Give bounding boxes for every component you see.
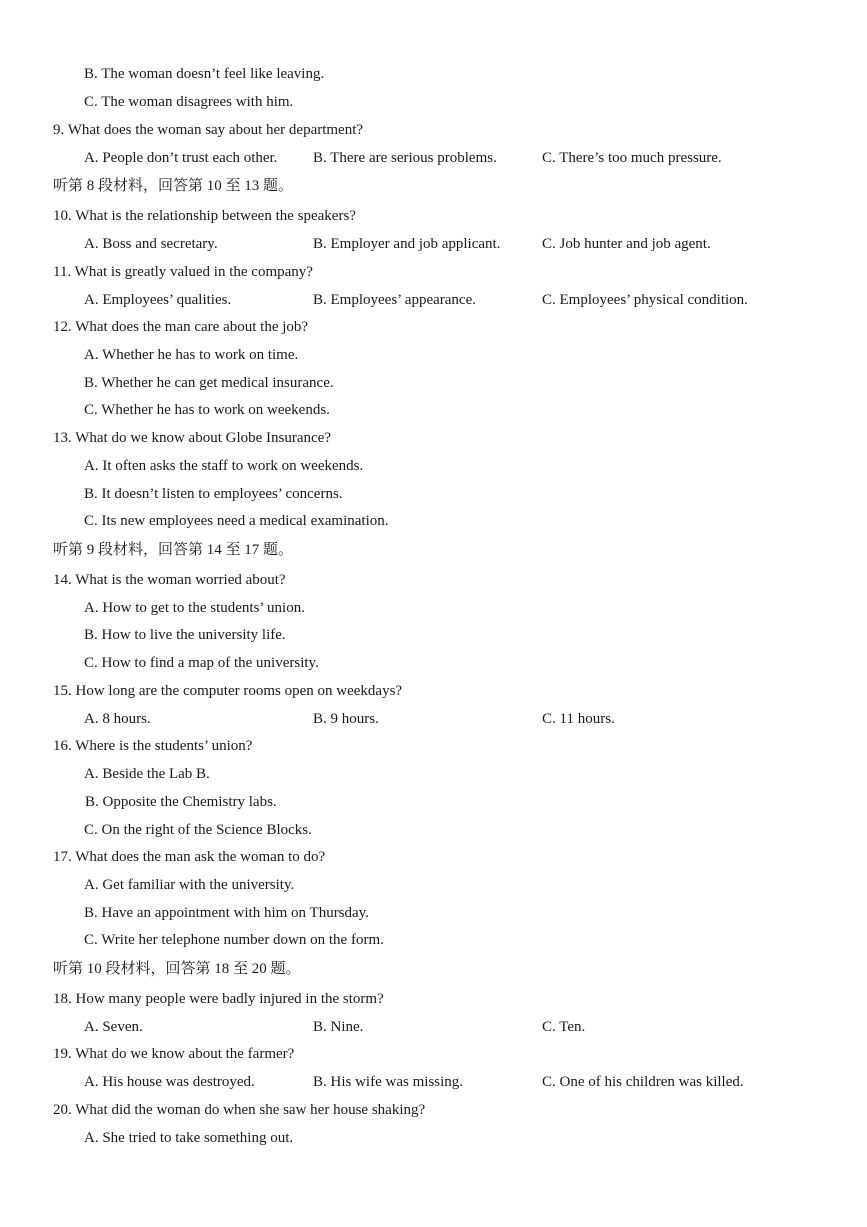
q10-stem: 10. What is the relationship between the speakers? [53, 208, 356, 224]
q9-option-a: A. People don’t trust each other. [84, 150, 278, 166]
q19-option-c: C. One of his children was killed. [542, 1074, 744, 1090]
q14-option-c: C. How to find a map of the university. [84, 655, 319, 671]
q9-option-b: B. There are serious problems. [313, 150, 497, 166]
q19-option-a: A. His house was destroyed. [84, 1074, 255, 1090]
q10-option-a: A. Boss and secretary. [84, 236, 218, 252]
q12-option-b: B. Whether he can get medical insurance. [84, 375, 334, 391]
q15-stem: 15. How long are the computer rooms open on weekdays? [53, 683, 403, 699]
q13-option-c: C. Its new employees need a medical examination. [84, 513, 389, 529]
q20-stem: 20. What did the woman do when she saw her house shaking? [53, 1102, 426, 1118]
q16-option-a: A. Beside the Lab B. [84, 766, 210, 782]
q11-option-a: A. Employees’ qualities. [84, 292, 232, 308]
q18-option-c: C. Ten. [542, 1019, 586, 1035]
q15-option-a: A. 8 hours. [84, 711, 151, 727]
section-9-heading: 听第 9 段材料，回答第 14 至 17 题。 [53, 542, 294, 558]
q15-option-c: C. 11 hours. [542, 711, 615, 727]
q20-option-a: A. She tried to take something out. [84, 1130, 294, 1146]
q12-stem: 12. What does the man care about the job? [53, 319, 309, 335]
q17-option-b: B. Have an appointment with him on Thursday. [84, 905, 369, 921]
section-10-heading: 听第 10 段材料，回答第 18 至 20 题。 [53, 961, 301, 977]
q18-option-b: B. Nine. [313, 1019, 364, 1035]
q13-option-a: A. It often asks the staff to work on weekends. [84, 458, 364, 474]
q16-option-b: B. Opposite the Chemistry labs. [85, 794, 277, 810]
q14-stem: 14. What is the woman worried about? [53, 572, 286, 588]
q14-option-b: B. How to live the university life. [84, 627, 286, 643]
q15-option-b: B. 9 hours. [313, 711, 379, 727]
q19-stem: 19. What do we know about the farmer? [53, 1046, 295, 1062]
q9-option-c: C. There’s too much pressure. [542, 150, 722, 166]
q13-option-b: B. It doesn’t listen to employees’ concerns. [84, 486, 343, 502]
q14-option-a: A. How to get to the students’ union. [84, 600, 305, 616]
q17-option-c: C. Write her telephone number down on the form. [84, 932, 384, 948]
q16-option-c: C. On the right of the Science Blocks. [84, 822, 312, 838]
q8-option-b: B. The woman doesn’t feel like leaving. [84, 66, 325, 82]
q18-option-a: A. Seven. [84, 1019, 143, 1035]
q17-option-a: A. Get familiar with the university. [84, 877, 295, 893]
q10-option-c: C. Job hunter and job agent. [542, 236, 711, 252]
q16-stem: 16. Where is the students’ union? [53, 738, 253, 754]
section-8-heading: 听第 8 段材料，回答第 10 至 13 题。 [53, 178, 294, 194]
q11-stem: 11. What is greatly valued in the company? [53, 264, 313, 280]
q12-option-a: A. Whether he has to work on time. [84, 347, 299, 363]
q9-stem: 9. What does the woman say about her department? [53, 122, 364, 138]
q17-stem: 17. What does the man ask the woman to do? [53, 849, 326, 865]
q8-option-c: C. The woman disagrees with him. [84, 94, 294, 110]
q18-stem: 18. How many people were badly injured in the storm? [53, 991, 384, 1007]
q13-stem: 13. What do we know about Globe Insurance? [53, 430, 331, 446]
q10-option-b: B. Employer and job applicant. [313, 236, 501, 252]
q11-option-b: B. Employees’ appearance. [313, 292, 476, 308]
q11-option-c: C. Employees’ physical condition. [542, 292, 748, 308]
q19-option-b: B. His wife was missing. [313, 1074, 463, 1090]
q12-option-c: C. Whether he has to work on weekends. [84, 402, 330, 418]
